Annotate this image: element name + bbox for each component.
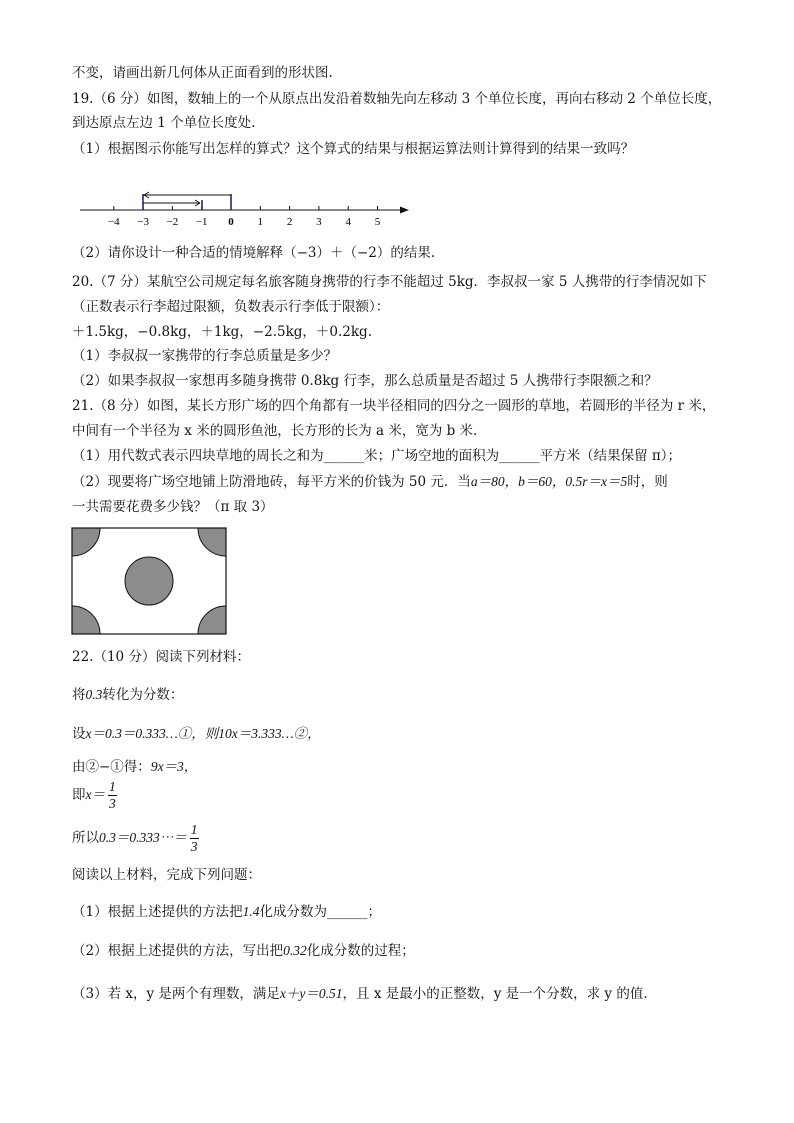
number-line-tick-label: 2: [286, 216, 293, 228]
number-line-tick-label: 1: [257, 216, 264, 228]
question-21-part-2: [72, 472, 668, 492]
denominator: 3: [109, 796, 116, 811]
text-segment: 将: [72, 687, 86, 703]
math-equation: x＝: [85, 787, 105, 802]
grass-quarter-top-left: [71, 527, 100, 556]
number-line-tick-label: −1: [195, 216, 208, 228]
text-segment: 由②−①得：: [72, 759, 151, 775]
fraction: [190, 822, 199, 855]
question-22-part-2: [72, 941, 415, 961]
math-equation: 9x＝3，: [150, 759, 198, 774]
text-segment: （2）现要将广场空地铺上防滑地砖，每平方米的价钱为 50 元．当: [72, 474, 471, 490]
text-line: 一共需要花费多少钱？（π 取 3）: [72, 499, 274, 515]
text-segment: 即: [72, 787, 86, 803]
square-plaza-figure: [71, 527, 227, 635]
math-equation: x＝0.3＝0.333…①，则10x＝3.333…②，: [85, 726, 321, 741]
text-segment: （3）若 x，y 是两个有理数，满足: [72, 986, 280, 1002]
arrow-head-icon: [400, 207, 409, 214]
number-line-tick-label: 4: [345, 216, 351, 228]
question-22-part-3: [72, 984, 648, 1004]
text-line: （正数表示行李超过限额，负数表示行李低于限额）：: [72, 299, 390, 315]
text-line: 阅读以上材料，完成下列问题：: [72, 867, 261, 883]
math-equation: x＋y＝0.51: [279, 986, 343, 1001]
question-20-title: 20.（7 分）某航空公司规定每名旅客随身携带的行李不能超过 5kg．李叔叔一家 5 人携带的行李情况如下: [72, 274, 707, 290]
text-segment: 时，则: [627, 474, 668, 490]
text-line: [72, 724, 321, 744]
text-line: 不变，请画出新几何体从正面看到的形状图.: [72, 65, 333, 81]
question-20-part-2: （2）如果李叔叔一家想再多随身携带 0.8kg 行李，那么总质量是否超过 5 人携带行李限额之和？: [72, 373, 658, 389]
text-segment: 化成分数为______；: [259, 904, 381, 920]
fraction: [108, 779, 117, 812]
math-repeating-decimal: 0.32: [283, 943, 307, 958]
text-segment: （1）根据上述提供的方法把: [72, 904, 243, 920]
text-segment: 设: [72, 726, 86, 742]
number-line-tick-label: 0: [228, 216, 234, 228]
math-repeating-decimal: 1.4: [242, 904, 260, 919]
grass-quarter-top-right: [198, 527, 227, 556]
math-condition: a＝80，b＝60，0.5r＝x＝5: [470, 474, 628, 489]
question-20-part-1: （1）李叔叔一家携带的行李总质量是多少？: [72, 348, 338, 364]
number-line-tick-label: 3: [316, 216, 322, 228]
numerator: 1: [109, 779, 116, 794]
numerator: 1: [190, 822, 198, 837]
text-line: [72, 779, 117, 812]
text-segment: （2）根据上述提供的方法，写出把: [72, 943, 284, 959]
text-segment: ，且 x 是最小的正整数，y 是一个分数，求 y 的值.: [342, 986, 648, 1002]
number-line-tick-label: 5: [374, 216, 381, 228]
number-line-tick-label: −4: [107, 216, 120, 228]
fish-pond-circle: [125, 557, 173, 605]
question-19-title: 19.（6 分）如图，数轴上的一个从原点出发沿着数轴先向左移动 3 个单位长度，再向右移动 2 个单位长度，: [72, 91, 722, 107]
luggage-values: ＋1.5kg，−0.8kg，＋1kg，−2.5kg，＋0.2kg.: [72, 324, 372, 340]
text-line: [72, 685, 183, 705]
question-22-title: 22.（10 分）阅读下列材料：: [72, 649, 250, 665]
question-19-part-1: （1）根据图示你能写出怎样的算式？这个算式的结果与根据运算法则计算得到的结果一致吗？: [72, 141, 635, 157]
text-line: [72, 822, 199, 855]
denominator: 3: [190, 839, 198, 854]
grass-quarter-bottom-right: [198, 606, 227, 635]
text-segment: 所以: [72, 830, 99, 846]
question-22-part-1: [72, 902, 381, 922]
text-line: 到达原点左边 1 个单位长度处.: [72, 115, 256, 131]
math-repeating-decimal: 0.3: [85, 687, 103, 702]
number-line-figure: [72, 184, 417, 232]
text-line: [72, 757, 197, 777]
number-line-tick-label: −2: [166, 216, 179, 228]
text-line: 中间有一个半径为 x 米的圆形鱼池，长方形的长为 a 米，宽为 b 米.: [72, 423, 478, 439]
question-21-part-1: （1）用代数式表示四块草地的周长之和为______米；广场空地的面积为______平方米（结果保留 π）；: [72, 448, 682, 464]
text-segment: 转化为分数：: [102, 687, 184, 703]
question-19-part-2: （2）请你设计一种合适的情境解释（−3）＋（−2）的结果.: [72, 245, 436, 261]
text-segment: 化成分数的过程；: [306, 943, 415, 959]
number-line-tick-label: −3: [137, 216, 149, 228]
grass-quarter-bottom-left: [71, 606, 100, 635]
math-equation: 0.3＝0.333⋯＝: [99, 830, 187, 845]
question-21-title: 21.（8 分）如图，某长方形广场的四个角都有一块半径相同的四分之一圆形的草地，若圆形的半径为 r 米，: [72, 398, 716, 414]
